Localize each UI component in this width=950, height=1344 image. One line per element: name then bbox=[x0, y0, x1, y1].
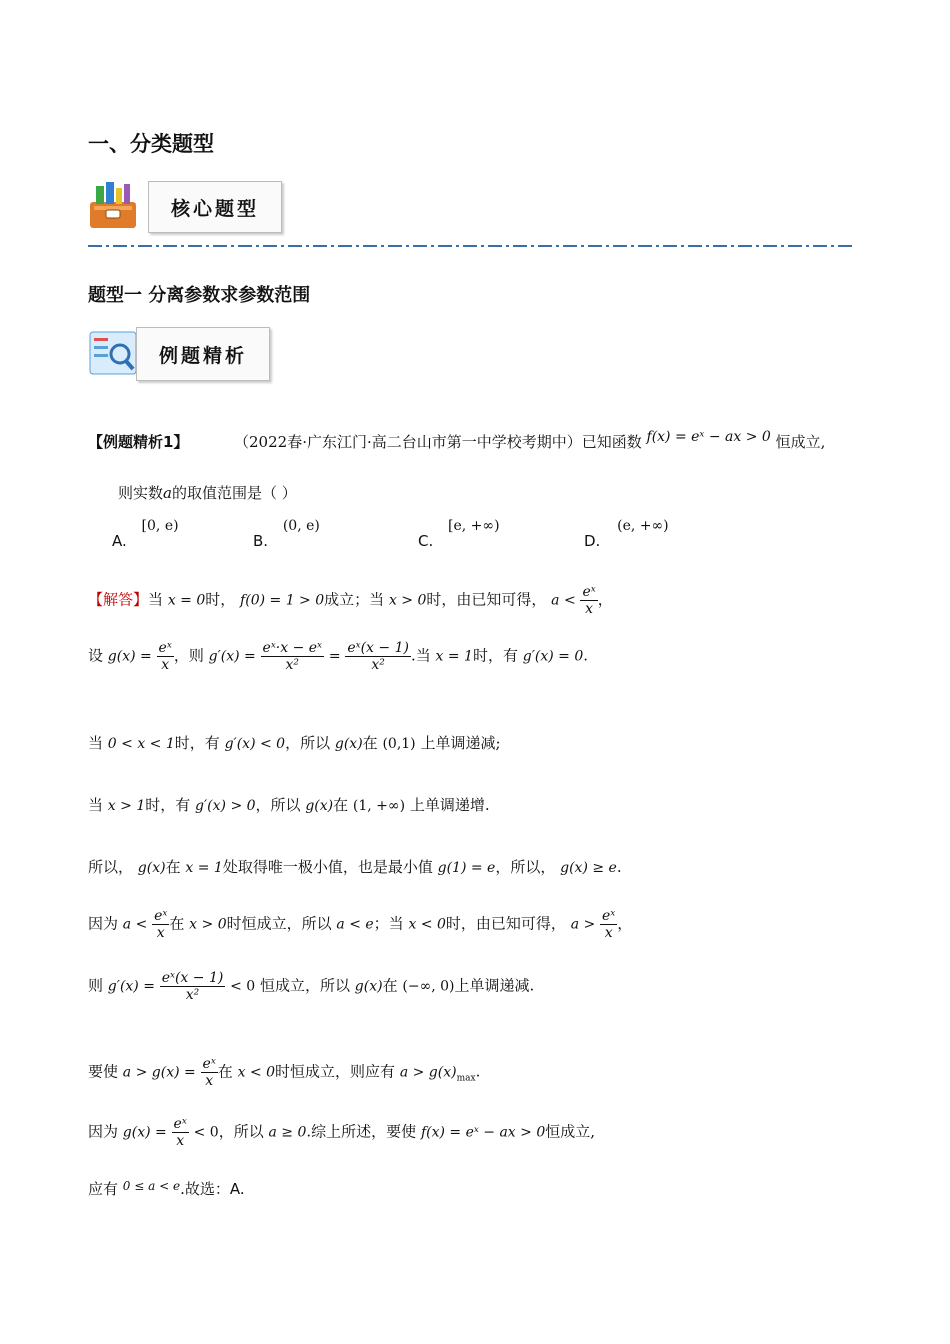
sol-math: g′(x) = 0 bbox=[522, 648, 584, 665]
sol-text: ；当 bbox=[373, 914, 404, 933]
sol-text: 时，由已知可得， bbox=[445, 914, 566, 933]
toolbox-icon bbox=[88, 180, 138, 230]
frac-num: eˣ(x − 1) bbox=[161, 970, 224, 986]
sol-math: 0 < x < 1 bbox=[107, 736, 175, 752]
example-source: （2022春·广东江门·高二台山市第一中学校考期中）已知函数 bbox=[234, 433, 642, 451]
sol-math: x = 0 bbox=[167, 592, 206, 609]
fraction bbox=[345, 640, 411, 673]
fraction bbox=[172, 1116, 189, 1149]
sol-sub: max bbox=[456, 1073, 476, 1084]
sol-text: ，所以， bbox=[495, 858, 556, 876]
sol-text: 则 bbox=[88, 976, 104, 995]
sol-math: a < bbox=[122, 916, 148, 933]
sol-text: .当 bbox=[410, 646, 431, 665]
example-line2-tail: 的取值范围是（ ） bbox=[171, 484, 297, 502]
sol-math: g′(x) = bbox=[208, 648, 256, 665]
sol-math: g(x) bbox=[334, 736, 363, 752]
sol-text: 在 bbox=[169, 914, 185, 933]
frac-den: x bbox=[156, 925, 165, 942]
sol-text: 当 bbox=[88, 796, 104, 814]
fraction bbox=[160, 970, 226, 1003]
sol-math: g(1) = e bbox=[437, 860, 496, 876]
section-divider bbox=[88, 245, 852, 247]
example-function: f(x) = eˣ − ax > 0 bbox=[646, 429, 771, 445]
option-d-key: D. bbox=[584, 532, 601, 550]
solution-line-10 bbox=[88, 1178, 245, 1199]
sol-text: 时，由已知可得， bbox=[426, 590, 547, 609]
sol-math: x < 0 bbox=[408, 916, 446, 933]
option-c bbox=[418, 516, 500, 550]
solution-line-9 bbox=[88, 1116, 595, 1149]
sol-text: ，则 bbox=[173, 646, 204, 665]
fraction bbox=[261, 640, 325, 673]
sol-math: = bbox=[328, 648, 341, 665]
fraction bbox=[152, 908, 169, 941]
sol-text: 在 bbox=[165, 858, 181, 876]
frac-num: eˣ bbox=[158, 640, 172, 656]
sol-text: 在 bbox=[382, 976, 398, 995]
solution-line-4 bbox=[88, 794, 490, 815]
sol-text: 所以， bbox=[88, 858, 134, 876]
sol-text: 时， bbox=[205, 590, 236, 609]
frac-num: eˣ(x − 1) bbox=[347, 640, 409, 656]
sol-math: g(x) = bbox=[107, 648, 152, 665]
sol-math: g(x) bbox=[305, 798, 334, 814]
sol-math: < 0 bbox=[230, 978, 256, 995]
option-c-key: C. bbox=[418, 532, 434, 550]
solution-line-5: 所以， g(x)在 x = 1处取得唯一极小值，也是最小值 g(1) = e，所以， g(x) ≥ e. bbox=[88, 858, 622, 876]
solution-line-3 bbox=[88, 732, 501, 753]
sol-text: 时，有 bbox=[174, 734, 220, 752]
sol-text: 要使 bbox=[88, 1062, 119, 1081]
frac-den: x² bbox=[285, 657, 300, 674]
sol-text: 当 bbox=[148, 590, 164, 609]
solution-line-7 bbox=[88, 970, 534, 1003]
frac-num: eˣ bbox=[154, 908, 168, 924]
solution-line-2: 设 g(x) = $\frac{\text{eˣ}}{x}$ ，则 g′(x) = $\frac{\text{eˣ·x − eˣ}}{\text{x²}}$ = $\frac{\text{eˣ(x − 1)}}{\text{x²}}$ .当 x = 1时，有 g′(x) = 0. bbox=[88, 640, 589, 674]
sol-math: g(x) ≥ e bbox=[560, 860, 617, 876]
option-d bbox=[584, 516, 669, 550]
sol-text: 时恒成立，所以 bbox=[226, 914, 332, 933]
option-b-key: B. bbox=[253, 532, 269, 550]
sol-math: g′(x) = bbox=[107, 978, 155, 995]
sol-math: a < e bbox=[336, 916, 374, 933]
sol-math: a < bbox=[551, 592, 576, 609]
sol-text: 恒成立, bbox=[545, 1122, 596, 1141]
sol-text: 时，有 bbox=[472, 646, 518, 665]
frac-den: x bbox=[604, 925, 613, 942]
frac-den: x² bbox=[371, 657, 385, 674]
magnifier-icon bbox=[88, 328, 138, 378]
sol-text: 上单调递减. bbox=[454, 976, 535, 995]
sol-text: 时，有 bbox=[145, 796, 191, 814]
sol-text: 因为 bbox=[88, 914, 119, 933]
sol-math: x = 1 bbox=[435, 648, 473, 665]
solution-tag: 【解答】 bbox=[88, 590, 149, 609]
frac-den: x bbox=[161, 657, 170, 674]
sol-math: < 0 bbox=[193, 1124, 219, 1141]
sol-text: .综上所述，要使 bbox=[306, 1122, 417, 1141]
sol-math: a > g(x) bbox=[399, 1064, 457, 1081]
sol-text: ，所以 bbox=[285, 734, 331, 752]
sol-math: x > 0 bbox=[189, 916, 227, 933]
option-d-value: (e, +∞) bbox=[617, 518, 669, 534]
sol-math: g(x) bbox=[137, 860, 166, 876]
sol-text: ，所以 bbox=[218, 1122, 264, 1141]
sol-text: 因为 bbox=[88, 1122, 119, 1141]
sol-text: 恒成立，所以 bbox=[260, 976, 351, 995]
fraction bbox=[580, 584, 597, 617]
frac-num: eˣ bbox=[173, 1116, 187, 1132]
frac-num: eˣ·x − eˣ bbox=[262, 640, 323, 656]
example-tail: 恒成立, bbox=[775, 433, 826, 451]
sol-math: g′(x) < 0 bbox=[224, 736, 286, 752]
frac-num: eˣ bbox=[202, 1056, 216, 1072]
type-title: 题型一 分离参数求参数范围 bbox=[88, 285, 311, 306]
sol-math: f(0) = 1 > 0 bbox=[240, 592, 325, 609]
sol-text: 设 bbox=[88, 646, 104, 665]
sol-text: 当 bbox=[88, 734, 104, 752]
frac-num: eˣ bbox=[602, 908, 616, 924]
sol-text: .故选：A. bbox=[180, 1180, 245, 1198]
sol-math: (−∞, 0) bbox=[402, 978, 455, 995]
sol-math: x > 0 bbox=[388, 592, 427, 609]
sol-text: 在 bbox=[362, 734, 378, 752]
sol-math: a > bbox=[570, 916, 596, 933]
sol-math: (1, +∞) bbox=[352, 798, 406, 814]
sol-math: a > g(x) = bbox=[122, 1064, 196, 1081]
frac-den: x² bbox=[185, 987, 200, 1004]
example-question bbox=[88, 431, 825, 452]
section-title: 一、分类题型 bbox=[88, 132, 214, 156]
sol-text: 上单调递减; bbox=[420, 734, 501, 752]
core-types-badge: 核心题型 bbox=[148, 181, 282, 233]
frac-num: eˣ bbox=[582, 584, 596, 600]
fraction bbox=[600, 908, 617, 941]
frac-den: x bbox=[205, 1073, 214, 1090]
sol-math: g(x) = bbox=[122, 1124, 167, 1141]
example-line2-text: 则实数 bbox=[118, 484, 164, 502]
sol-text: 在 bbox=[217, 1062, 233, 1081]
solution-line-6: 因为 a < $\frac{\text{eˣ}}{x}$ 在 x > 0时恒成立，所以 a < e；当 x < 0时，由已知可得， a > $\frac{\text{eˣ}}{x}$ ， bbox=[88, 908, 633, 942]
example-label: 【例题精析1】 bbox=[88, 433, 189, 451]
fraction bbox=[201, 1056, 218, 1089]
sol-math: a ≥ 0 bbox=[268, 1124, 307, 1141]
sol-math: f(x) = eˣ − ax > 0 bbox=[420, 1124, 546, 1141]
option-a-key: A. bbox=[112, 532, 127, 550]
sol-text: ，所以 bbox=[255, 796, 301, 814]
sol-math: x > 1 bbox=[107, 798, 146, 814]
option-b-value: (0, e) bbox=[282, 518, 320, 534]
fraction bbox=[157, 640, 174, 673]
sol-math: g′(x) > 0 bbox=[195, 798, 256, 814]
option-b bbox=[253, 516, 320, 550]
frac-den: x bbox=[585, 601, 594, 618]
sol-text: 应有 bbox=[88, 1180, 119, 1198]
sol-math: g(x) bbox=[354, 978, 383, 995]
sol-math: 0 ≤ a < e bbox=[122, 1179, 181, 1193]
sol-text: 在 bbox=[333, 796, 349, 814]
solution-line-8: 要使 a > g(x) = $\frac{\text{eˣ}}{x}$ 在 x < 0时恒成立，则应有 $a > g(x)_{max}$. bbox=[88, 1056, 481, 1090]
option-c-value: [e, +∞) bbox=[448, 518, 500, 534]
sol-text: 上单调递增. bbox=[409, 796, 490, 814]
solution-line-1: 【解答】当 x = 0时， f(0) = 1 > 0成立；当 x > 0时，由已知可得， a < $\frac{\text{eˣ}}{x}$ ， bbox=[88, 584, 613, 618]
example-analysis-badge: 例题精析 bbox=[136, 327, 270, 381]
sol-math: x = 1 bbox=[185, 860, 223, 876]
sol-text: 成立；当 bbox=[324, 590, 385, 609]
example-var: a bbox=[163, 484, 172, 502]
sol-math: x < 0 bbox=[237, 1064, 276, 1081]
example-line2 bbox=[118, 482, 297, 503]
option-a bbox=[112, 516, 179, 550]
sol-text: 处取得唯一极小值，也是最小值 bbox=[222, 858, 433, 876]
frac-den: x bbox=[176, 1133, 185, 1150]
sol-text: 时恒成立，则应有 bbox=[275, 1062, 396, 1081]
option-a-value: [0, e) bbox=[141, 518, 179, 534]
sol-math: (0,1) bbox=[382, 736, 416, 752]
